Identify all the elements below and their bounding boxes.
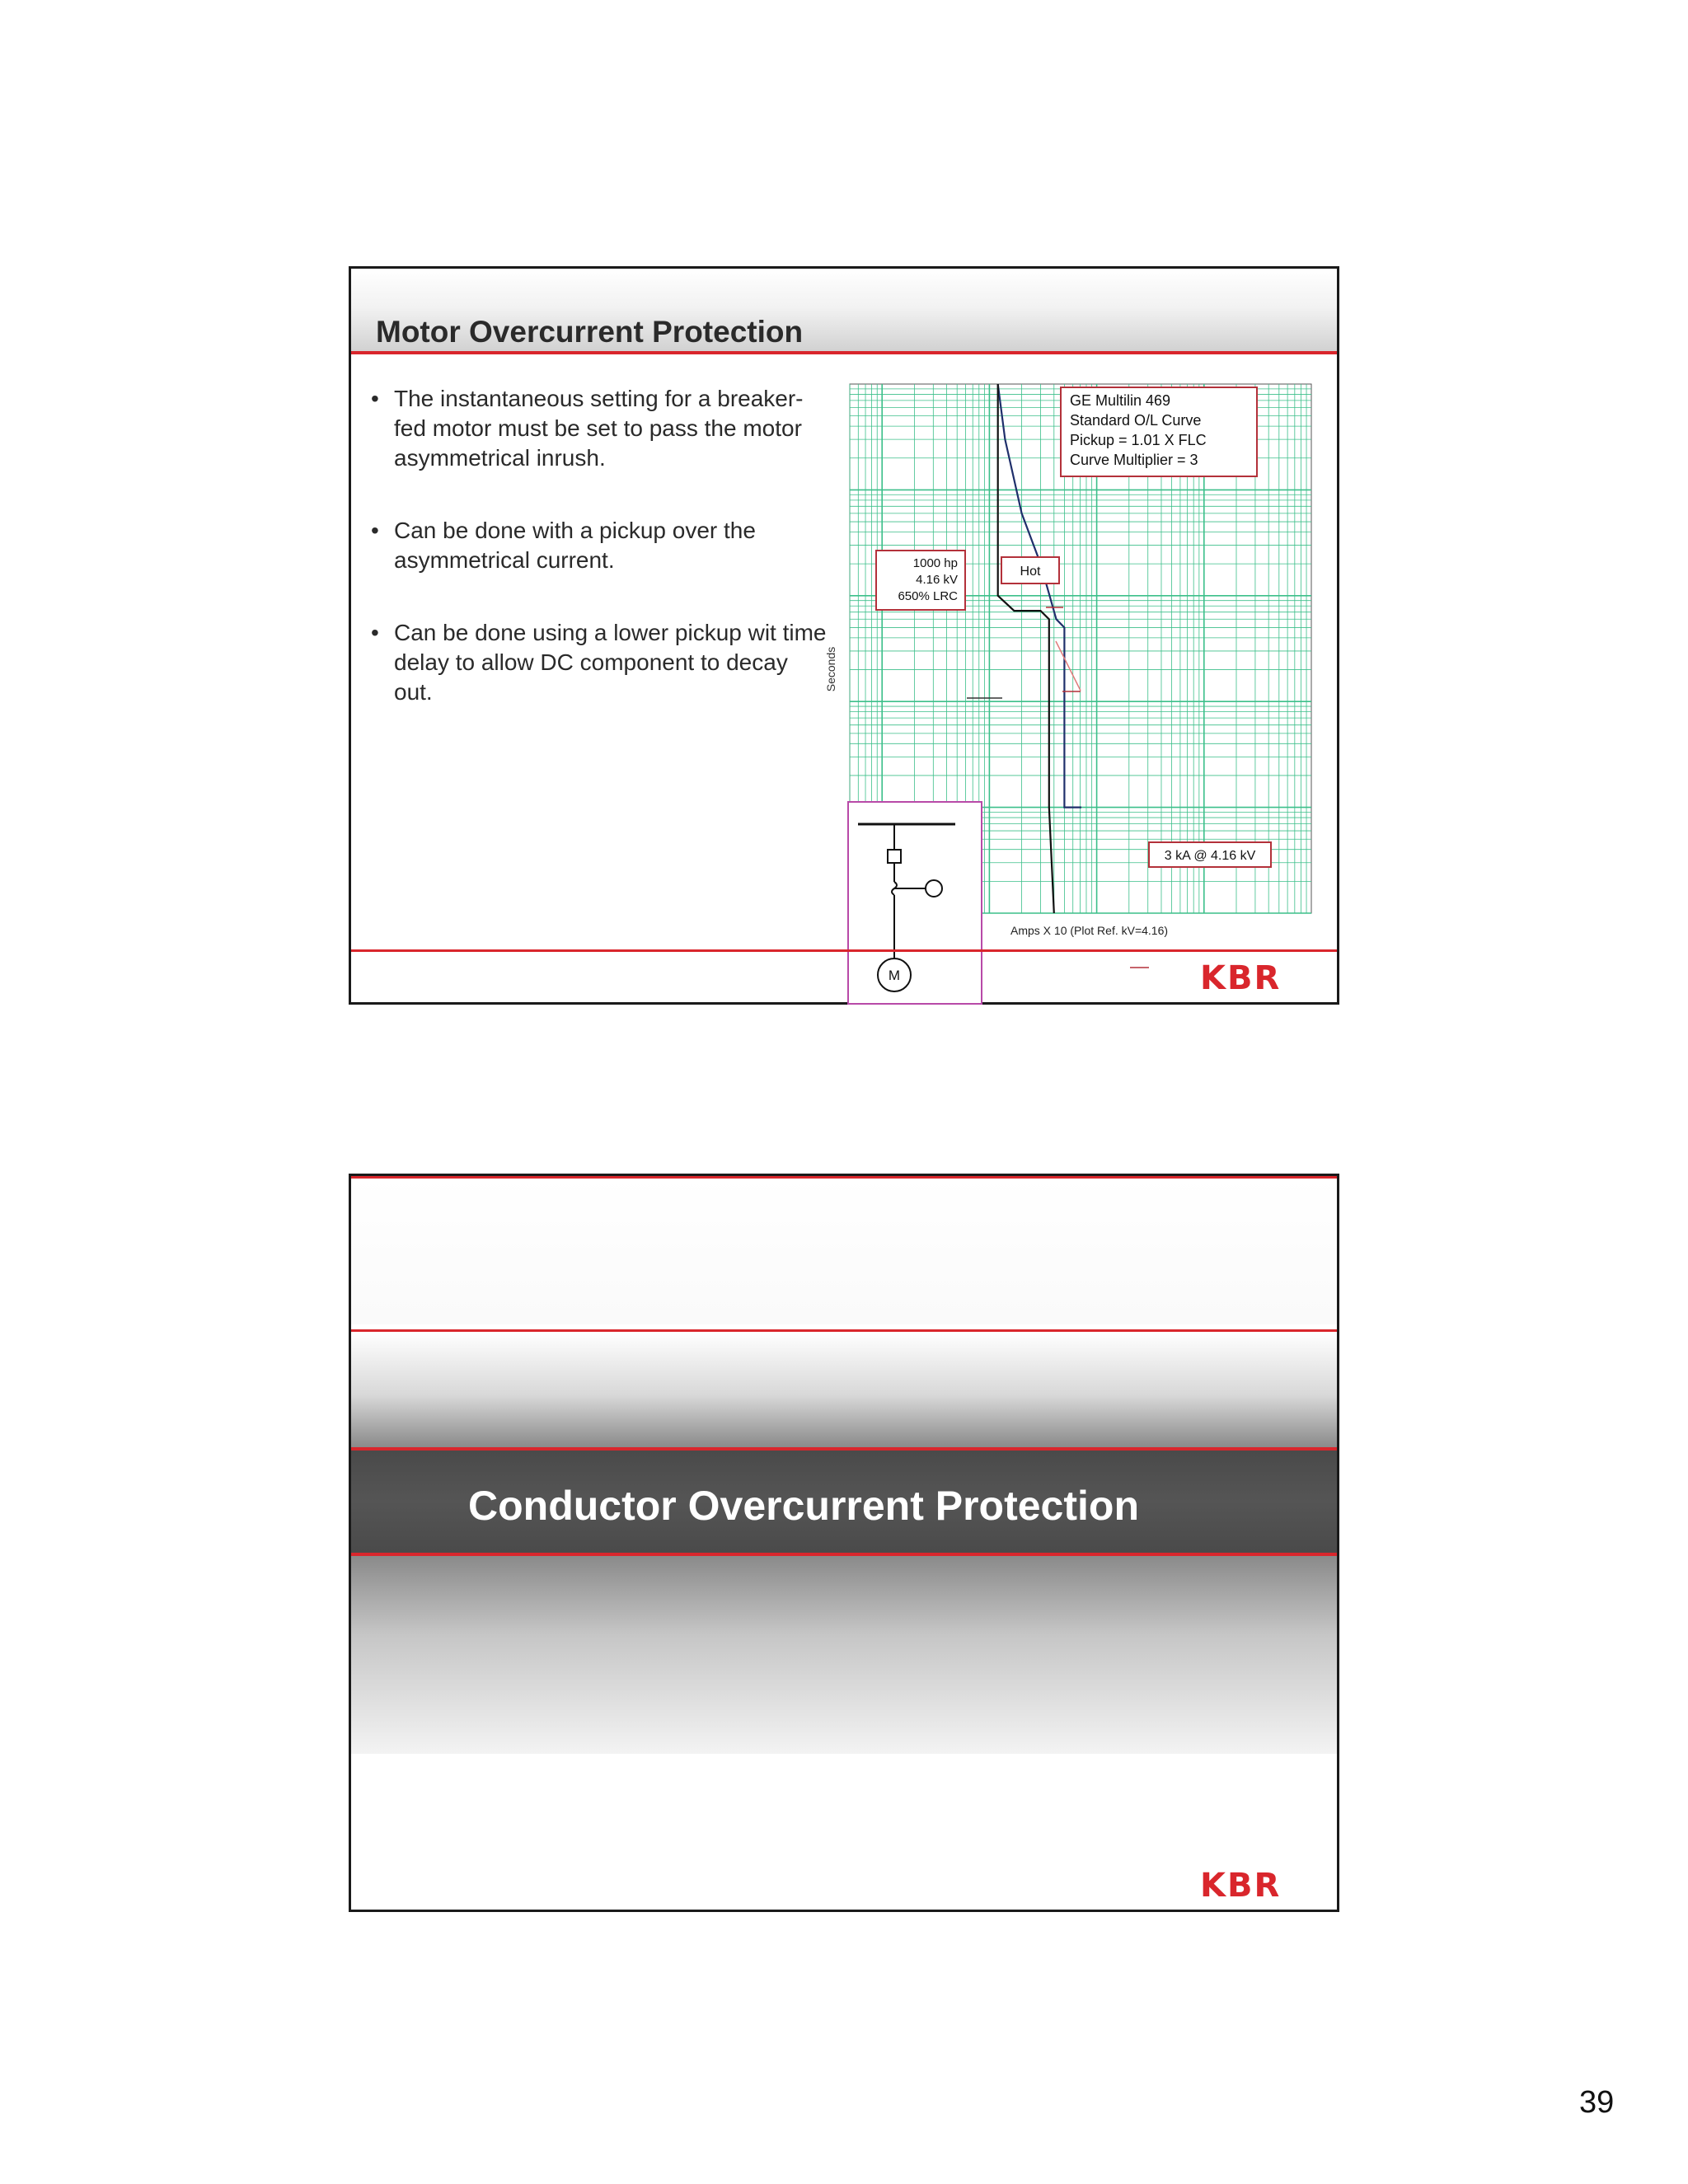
callout-line: 4.16 kV	[916, 573, 958, 587]
bullet-item: • Can be done using a lower pickup wit time delay to allow DC component to decay out.	[366, 618, 828, 707]
callout-line: Pickup = 1.01 X FLC	[1070, 432, 1207, 448]
x-axis-label: Amps X 10 (Plot Ref. kV=4.16)	[1010, 924, 1169, 937]
slide-background	[351, 1176, 1337, 1324]
relay-icon	[926, 880, 942, 897]
fault-current-callout: 3 kA @ 4.16 kV	[1148, 841, 1272, 868]
header-red-line	[351, 351, 1337, 354]
callout-line: GE Multilin 469	[1070, 392, 1171, 409]
callout-line: Curve Multiplier = 3	[1070, 452, 1198, 468]
lower-gradient	[351, 1556, 1337, 1754]
kbr-logo: KBR	[1200, 959, 1282, 997]
slide-title: Motor Overcurrent Protection	[376, 315, 804, 349]
bullet-list	[366, 384, 828, 750]
slide-conductor-overcurrent	[349, 1174, 1339, 1912]
hot-curve-callout: Hot	[1001, 556, 1060, 584]
slide-motor-overcurrent	[349, 266, 1339, 1005]
callout-line: 650% LRC	[898, 589, 958, 603]
top-red-line	[351, 1176, 1337, 1179]
breaker-icon	[888, 850, 901, 863]
footer-red-line	[351, 949, 1337, 952]
motor-rating-callout	[875, 550, 966, 611]
bullet-item: • The instantaneous setting for a breaker-fed motor must be set to pass the motor asymmetrical inrush.	[366, 384, 828, 473]
callout-line: Standard O/L Curve	[1070, 412, 1202, 429]
page-number: 39	[1579, 2085, 1615, 2120]
motor-label: M	[888, 968, 901, 983]
one-line-diagram	[848, 802, 982, 1004]
diagram-frame	[848, 802, 982, 1004]
upper-gradient	[351, 1332, 1337, 1447]
title-band	[351, 1447, 1337, 1556]
y-axis-label: Seconds	[824, 646, 838, 692]
kbr-logo: KBR	[1200, 1867, 1282, 1905]
section-title: Conductor Overcurrent Protection	[468, 1483, 1139, 1529]
bullet-item: • Can be done with a pickup over the asymmetrical current.	[366, 516, 828, 575]
callout-line: 1000 hp	[912, 556, 958, 570]
relay-settings-callout	[1060, 387, 1258, 477]
